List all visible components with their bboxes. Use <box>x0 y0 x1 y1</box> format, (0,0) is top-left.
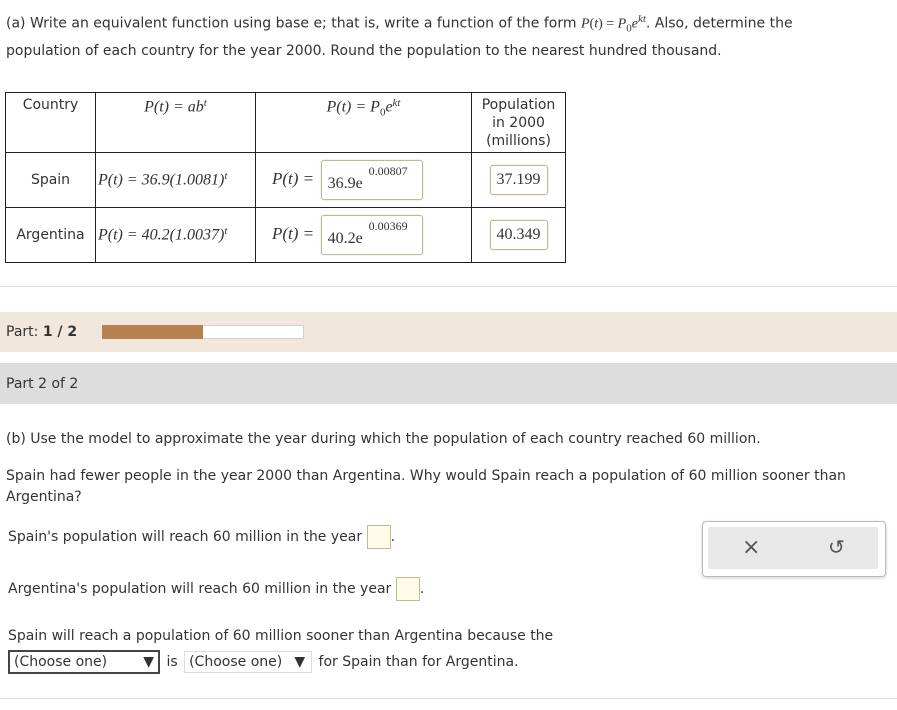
spain-year-row <box>8 525 395 549</box>
kt-exp: kt <box>637 13 646 25</box>
argentina-coef: 40.2e <box>327 230 363 247</box>
row-model <box>96 153 256 208</box>
spain-k-value: 0.00807 <box>368 164 408 178</box>
part-b-why-question <box>6 466 886 508</box>
table-row <box>6 208 566 263</box>
reason-line1: Spain will reach a population of 60 million sooner than Argentina because the <box>8 628 554 644</box>
part-a-question-line1 <box>6 8 891 39</box>
argentina-year-input[interactable] <box>396 577 420 601</box>
paren-eq: ) = <box>598 16 618 32</box>
row-exp-model <box>256 208 472 263</box>
part-b-question: (b) Use the model to approximate the year during which the population of each country reached 60 million. <box>6 431 761 447</box>
argentina-exp-answer-box[interactable] <box>321 215 423 255</box>
argentina-population-answer[interactable]: 40.349 <box>490 220 548 250</box>
argentina-k-value: 0.00369 <box>368 219 408 233</box>
row-country-label: Spain <box>30 172 71 188</box>
divider <box>0 286 897 287</box>
row-model-exp: t <box>224 225 228 238</box>
part-a-suffix: . Also, determine the <box>645 15 793 32</box>
why-question-line2: Argentina? <box>6 489 82 505</box>
reason-line2 <box>8 650 519 674</box>
is-word: is <box>166 654 178 670</box>
sub-0: 0 <box>626 22 632 35</box>
header-form-ab <box>96 93 256 153</box>
header-form-ab-exp: t <box>203 97 207 109</box>
part-label: Part: <box>6 324 39 340</box>
header-population-label: Population in 2000 (millions) <box>481 97 556 149</box>
header-country-label: Country <box>22 97 79 113</box>
answer-tool-inner <box>708 527 878 569</box>
table-row <box>6 153 566 208</box>
row-exp-lhs: P(t) = <box>272 224 315 243</box>
table-header-row <box>6 93 566 153</box>
header-form-pe-e: e <box>385 98 393 116</box>
part-value: 1 / 2 <box>42 324 78 340</box>
row-model-exp: t <box>224 170 228 183</box>
why-question-line1: Spain had fewer people in the year 2000 than Argentina. Why would Spain reach a population of 60 million sooner than <box>6 468 846 484</box>
header-population <box>472 93 566 153</box>
spain-coef: 36.9e <box>327 175 363 192</box>
row-model-text: P(t) = 40.2(1.0037) <box>98 226 225 244</box>
spain-year-input[interactable] <box>367 525 391 549</box>
paren: ( <box>589 16 595 32</box>
spain-year-prompt: Spain's population will reach 60 million in the year <box>8 529 363 545</box>
t-var: t <box>594 16 599 32</box>
row-country <box>6 208 96 263</box>
row-population <box>472 208 566 263</box>
period: . <box>419 581 425 597</box>
argentina-year-prompt: Argentina's population will reach 60 million in the year <box>8 581 392 597</box>
spain-exp-answer-box[interactable] <box>321 160 423 200</box>
row-exp-lhs: P(t) = <box>272 169 315 188</box>
header-form-pe-sub: 0 <box>379 106 386 119</box>
part2-header-bar <box>0 363 897 404</box>
header-country <box>6 93 96 153</box>
part2-header: Part 2 of 2 <box>6 376 79 392</box>
spain-population-answer[interactable]: 37.199 <box>490 165 548 195</box>
progress-fill <box>102 325 203 339</box>
row-model <box>96 208 256 263</box>
header-form-pe-label: P(t) = P <box>326 98 380 116</box>
models-table <box>5 92 566 263</box>
part-a-text: (a) Write an equivalent function using base e; that is, write a function of the form <box>6 15 577 32</box>
part-a-question-line2: population of each country for the year 2000. Round the population to the nearest hundred thousand. <box>6 43 722 59</box>
dropdown-arrow-icon: ▼ <box>143 654 154 670</box>
divider <box>0 698 897 699</box>
reason-select-1[interactable] <box>8 650 160 674</box>
reason-select-2[interactable] <box>184 651 312 673</box>
header-form-ab-label: P(t) = ab <box>144 98 204 116</box>
select2-value: (Choose one) <box>189 654 283 670</box>
row-country-label: Argentina <box>16 227 85 243</box>
part-progress-label <box>6 324 77 340</box>
header-form-pe <box>256 93 472 153</box>
row-exp-model <box>256 153 472 208</box>
period: . <box>390 529 396 545</box>
undo-icon[interactable]: ↺ <box>828 535 845 559</box>
reason-end-text: for Spain than for Argentina. <box>318 654 519 670</box>
e-base: e <box>631 16 638 32</box>
row-population <box>472 153 566 208</box>
p0: P <box>617 16 627 32</box>
row-model-text: P(t) = 36.9(1.0081) <box>98 171 225 189</box>
form-formula: P <box>580 16 590 32</box>
clear-icon[interactable]: × <box>742 535 761 560</box>
header-form-pe-exp: kt <box>392 97 401 109</box>
dropdown-arrow-icon: ▼ <box>294 654 306 670</box>
row-country <box>6 153 96 208</box>
argentina-year-row <box>8 577 424 601</box>
select1-value: (Choose one) <box>14 654 108 670</box>
